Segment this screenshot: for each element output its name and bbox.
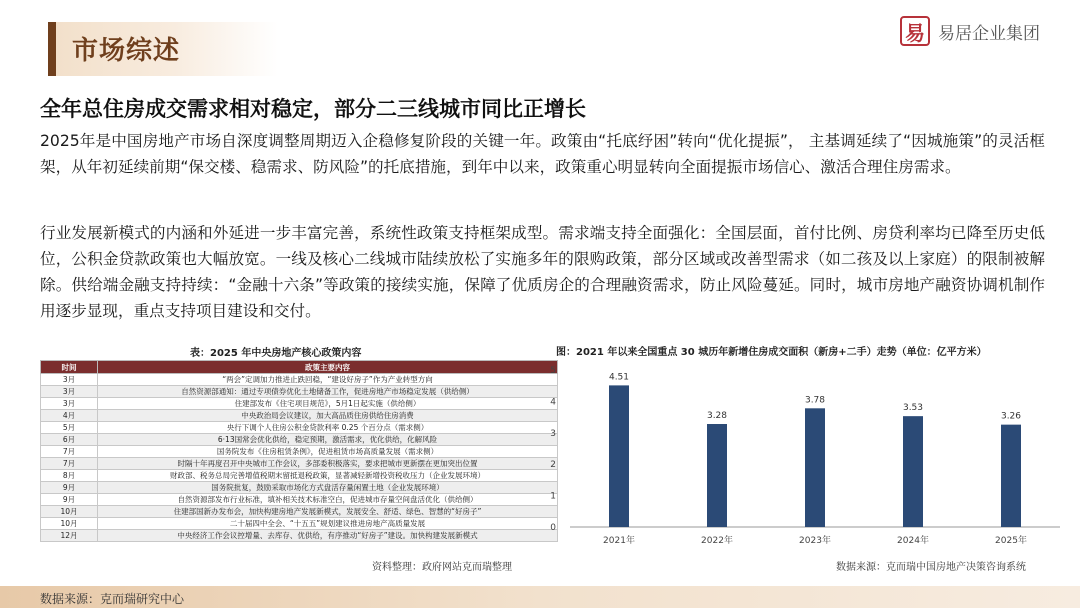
row-content: 住建部发布《住宅项目规范》，5月1日起实施（供给侧） <box>98 398 558 410</box>
table-row <box>41 458 558 470</box>
chart-source-note: 数据来源：克而瑞中国房地产决策咨询系统 <box>836 562 1026 573</box>
bar-chart <box>540 360 1070 556</box>
data-label: 3.26 <box>1000 411 1022 422</box>
row-month: 3月 <box>41 386 98 398</box>
company-logo-text: 易居企业集团 <box>938 24 1040 44</box>
table-row <box>41 506 558 518</box>
row-content: “两会”定调加力推进止跌回稳，“建设好房子”作为产业转型方向 <box>98 374 558 386</box>
row-month: 3月 <box>41 374 98 386</box>
page-title: 市场综述 <box>72 36 181 66</box>
table-header-content: 政策主要内容 <box>98 361 558 374</box>
table-row <box>41 410 558 422</box>
x-tick-label: 2022年 <box>701 536 733 546</box>
row-month: 10月 <box>41 518 98 530</box>
chart-title: 图：2021 年以来全国重点 30 城历年新增住房成交面积（新房+二手）走势（单位：亿平方米） <box>556 347 987 358</box>
x-tick-label: 2021年 <box>603 536 635 546</box>
row-content: 住建部国新办发布会，加快构建房地产发展新模式，发展安全、舒适、绿色、智慧的“好房子” <box>98 506 558 518</box>
row-month: 5月 <box>41 422 98 434</box>
row-month: 9月 <box>41 494 98 506</box>
row-month: 12月 <box>41 530 98 542</box>
row-month: 4月 <box>41 410 98 422</box>
data-label: 4.51 <box>608 372 630 383</box>
row-content: 国务院发布《住房租赁条例》，促进租赁市场高质量发展（需求侧） <box>98 446 558 458</box>
data-label: 3.78 <box>804 395 826 406</box>
table-row <box>41 494 558 506</box>
policy-table <box>40 360 558 542</box>
row-content: 中央政治局会议建议，加大高品质住房供给住房消费 <box>98 410 558 422</box>
y-tick-label: 0 <box>550 523 556 533</box>
table-row <box>41 482 558 494</box>
policy-table-title: 表：2025 年中央房地产核心政策内容 <box>190 348 362 359</box>
bar <box>1001 425 1021 527</box>
x-tick-label: 2024年 <box>897 536 929 546</box>
data-label: 3.53 <box>902 403 924 414</box>
header-accent-bar <box>48 22 56 76</box>
row-content: 二十届四中全会、“十五五”规划建议推进房地产高质量发展 <box>98 518 558 530</box>
row-month: 8月 <box>41 470 98 482</box>
row-month: 6月 <box>41 434 98 446</box>
x-tick-label: 2023年 <box>799 536 831 546</box>
table-header-time: 时间 <box>41 361 98 374</box>
row-content: 财政部、税务总局完善增值税期末留抵退税政策，显著减轻新增投资税收压力（企业发展环境） <box>98 470 558 482</box>
y-tick-label: 2 <box>550 460 556 471</box>
table-row <box>41 470 558 482</box>
bar <box>609 385 629 527</box>
table-row <box>41 434 558 446</box>
row-month: 10月 <box>41 506 98 518</box>
row-month: 9月 <box>41 482 98 494</box>
row-content: 央行下调个人住房公积金贷款利率 0.25 个百分点（需求侧） <box>98 422 558 434</box>
table-row <box>41 422 558 434</box>
table-source-note: 资料整理：政府网站克而瑞整理 <box>372 562 512 573</box>
table-row <box>41 530 558 542</box>
y-tick-label: 5 <box>550 366 556 376</box>
row-content: 中央经济工作会议控增量、去库存、优供给，有序推动“好房子”建设。加快构建发展新模式 <box>98 530 558 542</box>
row-content: 时隔十年再度召开中央城市工作会议，多部委积极落实，要求把城市更新摆在更加突出位置 <box>98 458 558 470</box>
row-content: 自然资源部发布行业标准，填补相关技术标准空白，促进城市存量空间盘活优化（供给侧） <box>98 494 558 506</box>
table-row <box>41 398 558 410</box>
row-month: 7月 <box>41 458 98 470</box>
row-content: 国务院批复，鼓励采取市场化方式盘活存量闲置土地（企业发展环境） <box>98 482 558 494</box>
company-logo-icon: 易 <box>900 16 930 46</box>
y-tick-label: 4 <box>550 397 556 408</box>
y-tick-label: 3 <box>550 428 556 439</box>
row-month: 7月 <box>41 446 98 458</box>
bar <box>805 408 825 527</box>
row-content: 6·13国常会优化供给，稳定预期，激活需求，优化供给，化解风险 <box>98 434 558 446</box>
y-tick-label: 1 <box>550 491 556 502</box>
row-month: 3月 <box>41 398 98 410</box>
table-row <box>41 374 558 386</box>
bar <box>707 424 727 527</box>
data-label: 3.28 <box>706 411 728 422</box>
footer-source: 数据来源：克而瑞研究中心 <box>40 592 185 606</box>
x-tick-label: 2025年 <box>995 536 1027 546</box>
slide-headline: 全年总住房成交需求相对稳定，部分二三线城市同比正增长 <box>40 97 586 121</box>
table-row <box>41 518 558 530</box>
table-row <box>41 386 558 398</box>
table-row <box>41 446 558 458</box>
row-content: 自然资源部通知：通过专项债券优化土地储备工作，促进房地产市场稳定发展（供给侧） <box>98 386 558 398</box>
bar <box>903 416 923 527</box>
paragraph-1: 2025年是中国房地产市场自深度调整周期迈入企稳修复阶段的关键一年。政策由“托底纾困”转向“优化提振”， 主基调延续了“因城施策”的灵活框架，从年初延续前期“保交楼、稳需求、防风险”的托底措施，到年中以来，政策重心明显转向全面提振市场信心、激活合理住房需求。 <box>40 132 1045 176</box>
paragraph-2: 行业发展新模式的内涵和外延进一步丰富完善，系统性政策支持框架成型。需求端支持全面强化：全国层面，首付比例、房贷利率均已降至历史低位，公积金贷款政策也大幅放宽。一线及核心二线城市陆续放松了实施多年的限购政策，部分区域或改善型需求（如二孩及以上家庭）的限制被解除。供给端金融支持持续：“金融十六条”等政策的接续实施，保障了优质房企的合理融资需求，防止风险蔓延。同时，城市房地产融资协调机制作用逐步显现，重点支持项目建设和交付。 <box>40 224 1045 320</box>
